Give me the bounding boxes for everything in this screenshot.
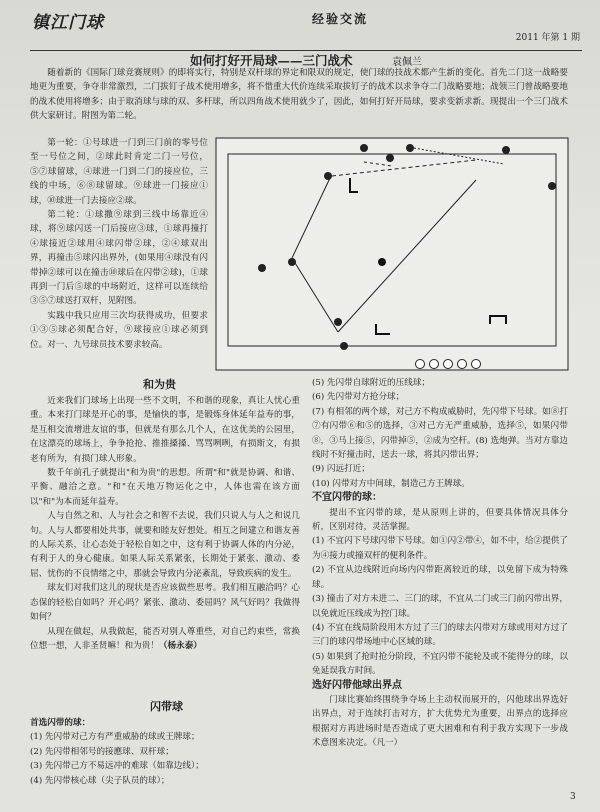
article3-body	[30, 716, 300, 788]
list-item: (5) 如果到了抢时抢分阶段，不宜闪带不能轮及或不能得分的球，以免延误我方时间。	[312, 651, 568, 677]
article-title: 如何打好开局球——三门战术	[190, 53, 353, 68]
round2-paragraph: 第二轮：①球撒⑨球到三线中场靠近④球，将⑨球闪送一门后接应③球，①球再撞打④球接近②球用④球闪带②球，②④球双出界，再撞击⑤球闪出界外，(如果用④球没有闪带掉②球可以在撞击⑩球后在闪带②球)，①球再到一门后⑤球的中场附近，这样可以连续给③⑤⑦球送打双杆，见附图。	[30, 210, 208, 307]
article2-title: 和为贵	[143, 378, 176, 391]
list-item: (7) 有相邻的两个球，对己方不构成威胁时，先闪带下号球。如⑧打⑦有闪带⑥和⑤的选择，③对己方无严重威胁，选择⑤，如果闪带⑧，③马上接⑤，闪带掉⑤，②成为空杆。(8) 选炮弹。当对方靠边线时不好撞击时，送去一球，将其闪带出界；	[312, 406, 568, 461]
section-title: 经验交流	[312, 12, 369, 26]
list-item: (2) 不宜从边线附近向场内闪带距离较近的球，以免留下成为特殊球。	[312, 565, 568, 590]
paragraph	[312, 693, 568, 751]
article2-paragraph: 数千年前孔子就提出"和为贵"的思想。所谓"和"就是协调、和谐、平衡、融洽之意。"和"在天地万物运化之中，人体也需在该方面以"和"为本而延年益寿。	[30, 468, 300, 507]
magazine-logo: 镇江门球	[32, 13, 104, 33]
article2-closing: 从现在做起，从我做起，能否对别人尊重些，对自己约束些，常换位想一想，人非圣贤嘛！和为贵！	[30, 626, 300, 651]
ball-marker	[386, 154, 394, 162]
closing-paragraph: 门球比赛始终围绕争夺场上主动权而展开的，闪他球出界选好出界点，对于连续打击对方，扩大优势尤为重要，出界点的选择应根据对方再进场时是否造成了更大困难和有利于我方实现下一步战术意图来决定。	[312, 694, 568, 749]
article3-title: 闪带球	[150, 700, 183, 713]
ball-marker	[340, 342, 348, 350]
ball-marker	[288, 258, 296, 266]
right-signature: （凡一）	[372, 738, 403, 749]
list-item: (1) 先闪带对己方有严重威胁的球或王牌球；	[30, 732, 200, 743]
subheading: 不宜闪带的球：	[312, 492, 382, 504]
gate-tactic-diagram	[214, 136, 570, 372]
ball-marker	[502, 146, 510, 154]
page-header	[30, 6, 582, 51]
ball-marker	[458, 360, 467, 369]
list-item: (10) 闪带对方中间球，制造己方王牌球。	[312, 478, 470, 489]
list-item: (4) 先闪带核心球（尖子队员的球）；	[30, 775, 170, 786]
intro-paragraph: 随着新的《国际门球竞赛规则》的即将实行，特别是双杆球的界定和限双的规定，使门球的技战术都产生新的变化。首先二门这一战略要地更为重要，争夺非常激烈，二门拔钉子战术使用增多，将不惜重大代价连续采取拔钉子的战术以求争夺二门战略要地；战领三门曾战略要地的战术使用将增多；由于取消球与球的双、多杆球，所以四角战术使用就少了，因此，如何打好开局球，要求变新求新。现提出一个三门战术供大家研讨。附图为第二轮。	[30, 68, 568, 122]
article2-paragraph: 近来我们门球场上出现一些不文明，不和谐的现象，真让人忧心重重。本来打门球是开心的事，是愉快的事，是锻炼身体延年益寿的事，是互相交流增进友谊的事，但就是有那么几个人，在这优美的公园里，在这漂亮的球场上，争争抢抢、推推搡搡、骂骂咧咧，有损斯文，有损老有所为，有损门球人形象。	[30, 396, 300, 464]
ball-marker	[360, 144, 368, 152]
article2-signature: （杨永泰）	[158, 640, 202, 651]
ball-marker	[472, 360, 481, 369]
issue-number: 2011 年第 1 期	[515, 33, 580, 43]
ball-marker	[548, 182, 556, 190]
diagram-border	[216, 138, 568, 370]
article-left-column	[30, 136, 208, 352]
article2-paragraph: 球友们对我们这儿的现状是否应该做些思考。我们相互融洽吗？心态保的轻松自如吗？开心吗？紧张、激动、委屈吗？风气好吗？我做得如何？	[30, 583, 300, 623]
ball-marker	[416, 360, 425, 369]
ball-marker	[324, 172, 332, 180]
ball-marker	[334, 318, 342, 326]
paragraph: 提出不宜闪带的球，是从原则上讲的，但要具体情况具体分析，区别对待，灵活掌握。	[312, 507, 568, 533]
article2-paragraph	[30, 625, 300, 654]
article-intro	[30, 66, 568, 124]
article3-heading: 首选闪带的球：	[30, 718, 91, 728]
list-item: (3) 先闪带己方不易远冲的难球（如靠边线）；	[30, 761, 204, 772]
page-number: 3	[570, 792, 576, 802]
list-item: (9) 闪远打近；	[312, 464, 370, 475]
article-author: 袁佩兰	[392, 57, 422, 68]
ball-marker	[258, 264, 266, 272]
practice-paragraph: 实践中我只应用三次均获得成功，但要求①③⑤球必须配合好，⑨球接应①球必须到位。对一、九号球员技术要求较高。	[30, 310, 208, 350]
center-pole	[378, 258, 386, 266]
subheading: 选好闪带他球出界点	[312, 679, 402, 691]
ball-marker	[444, 360, 453, 369]
right-column	[312, 376, 568, 751]
list-item: (3) 撞击了对方未进二、三门的球，不宜从二门或三门前闪带出界，以免就近压线成为控门球。	[312, 594, 568, 619]
list-item: (5) 先闪带自球附近的压线球；	[312, 378, 431, 388]
ball-marker	[430, 360, 439, 369]
list-item: (1) 不宜闪下号球闪带下号球。如①闪②带④，如不中，给②提供了为④接力或撞双杆的便利条件。	[312, 536, 568, 561]
article2-paragraph: 人与自然之和、人与社会之和智不去说，我们只说人与人之和说几句。人与人都要相处共事，就要和睦友好想处。相互之间建立和谐友善的人际关系，让心态处于轻松自如之中，这有利于协调人体的内分泌，有利于人的身心健康。如果人际关系紧张，长期处于紧张、激动、委屈、忧伤的不良情绪之中，那就会导致内分泌紊乱，导致疾病的发生。	[30, 511, 300, 579]
list-item: (4) 不宜在线局阶段用木方过了三门的球去闪带对方球或用对方过了三门的球闪带场地中心区域的球。	[312, 622, 568, 648]
article2-body	[30, 394, 300, 653]
round1-paragraph: 第一轮：①号球进一门到三门前的零号位至一号位之间，②球此时肯定二门一号位，⑤⑦球留球，④球进一门到二门的接应位，三线的中场，⑥⑧球留球。⑨球进一门接应①球，⑩球进一门去接应②球。	[30, 138, 208, 206]
list-item: (2) 先闪带相邻号的接應球、双杆球；	[30, 746, 174, 757]
list-item: (6) 先闪带对方抢分球；	[312, 392, 405, 403]
ball-marker	[406, 144, 414, 152]
